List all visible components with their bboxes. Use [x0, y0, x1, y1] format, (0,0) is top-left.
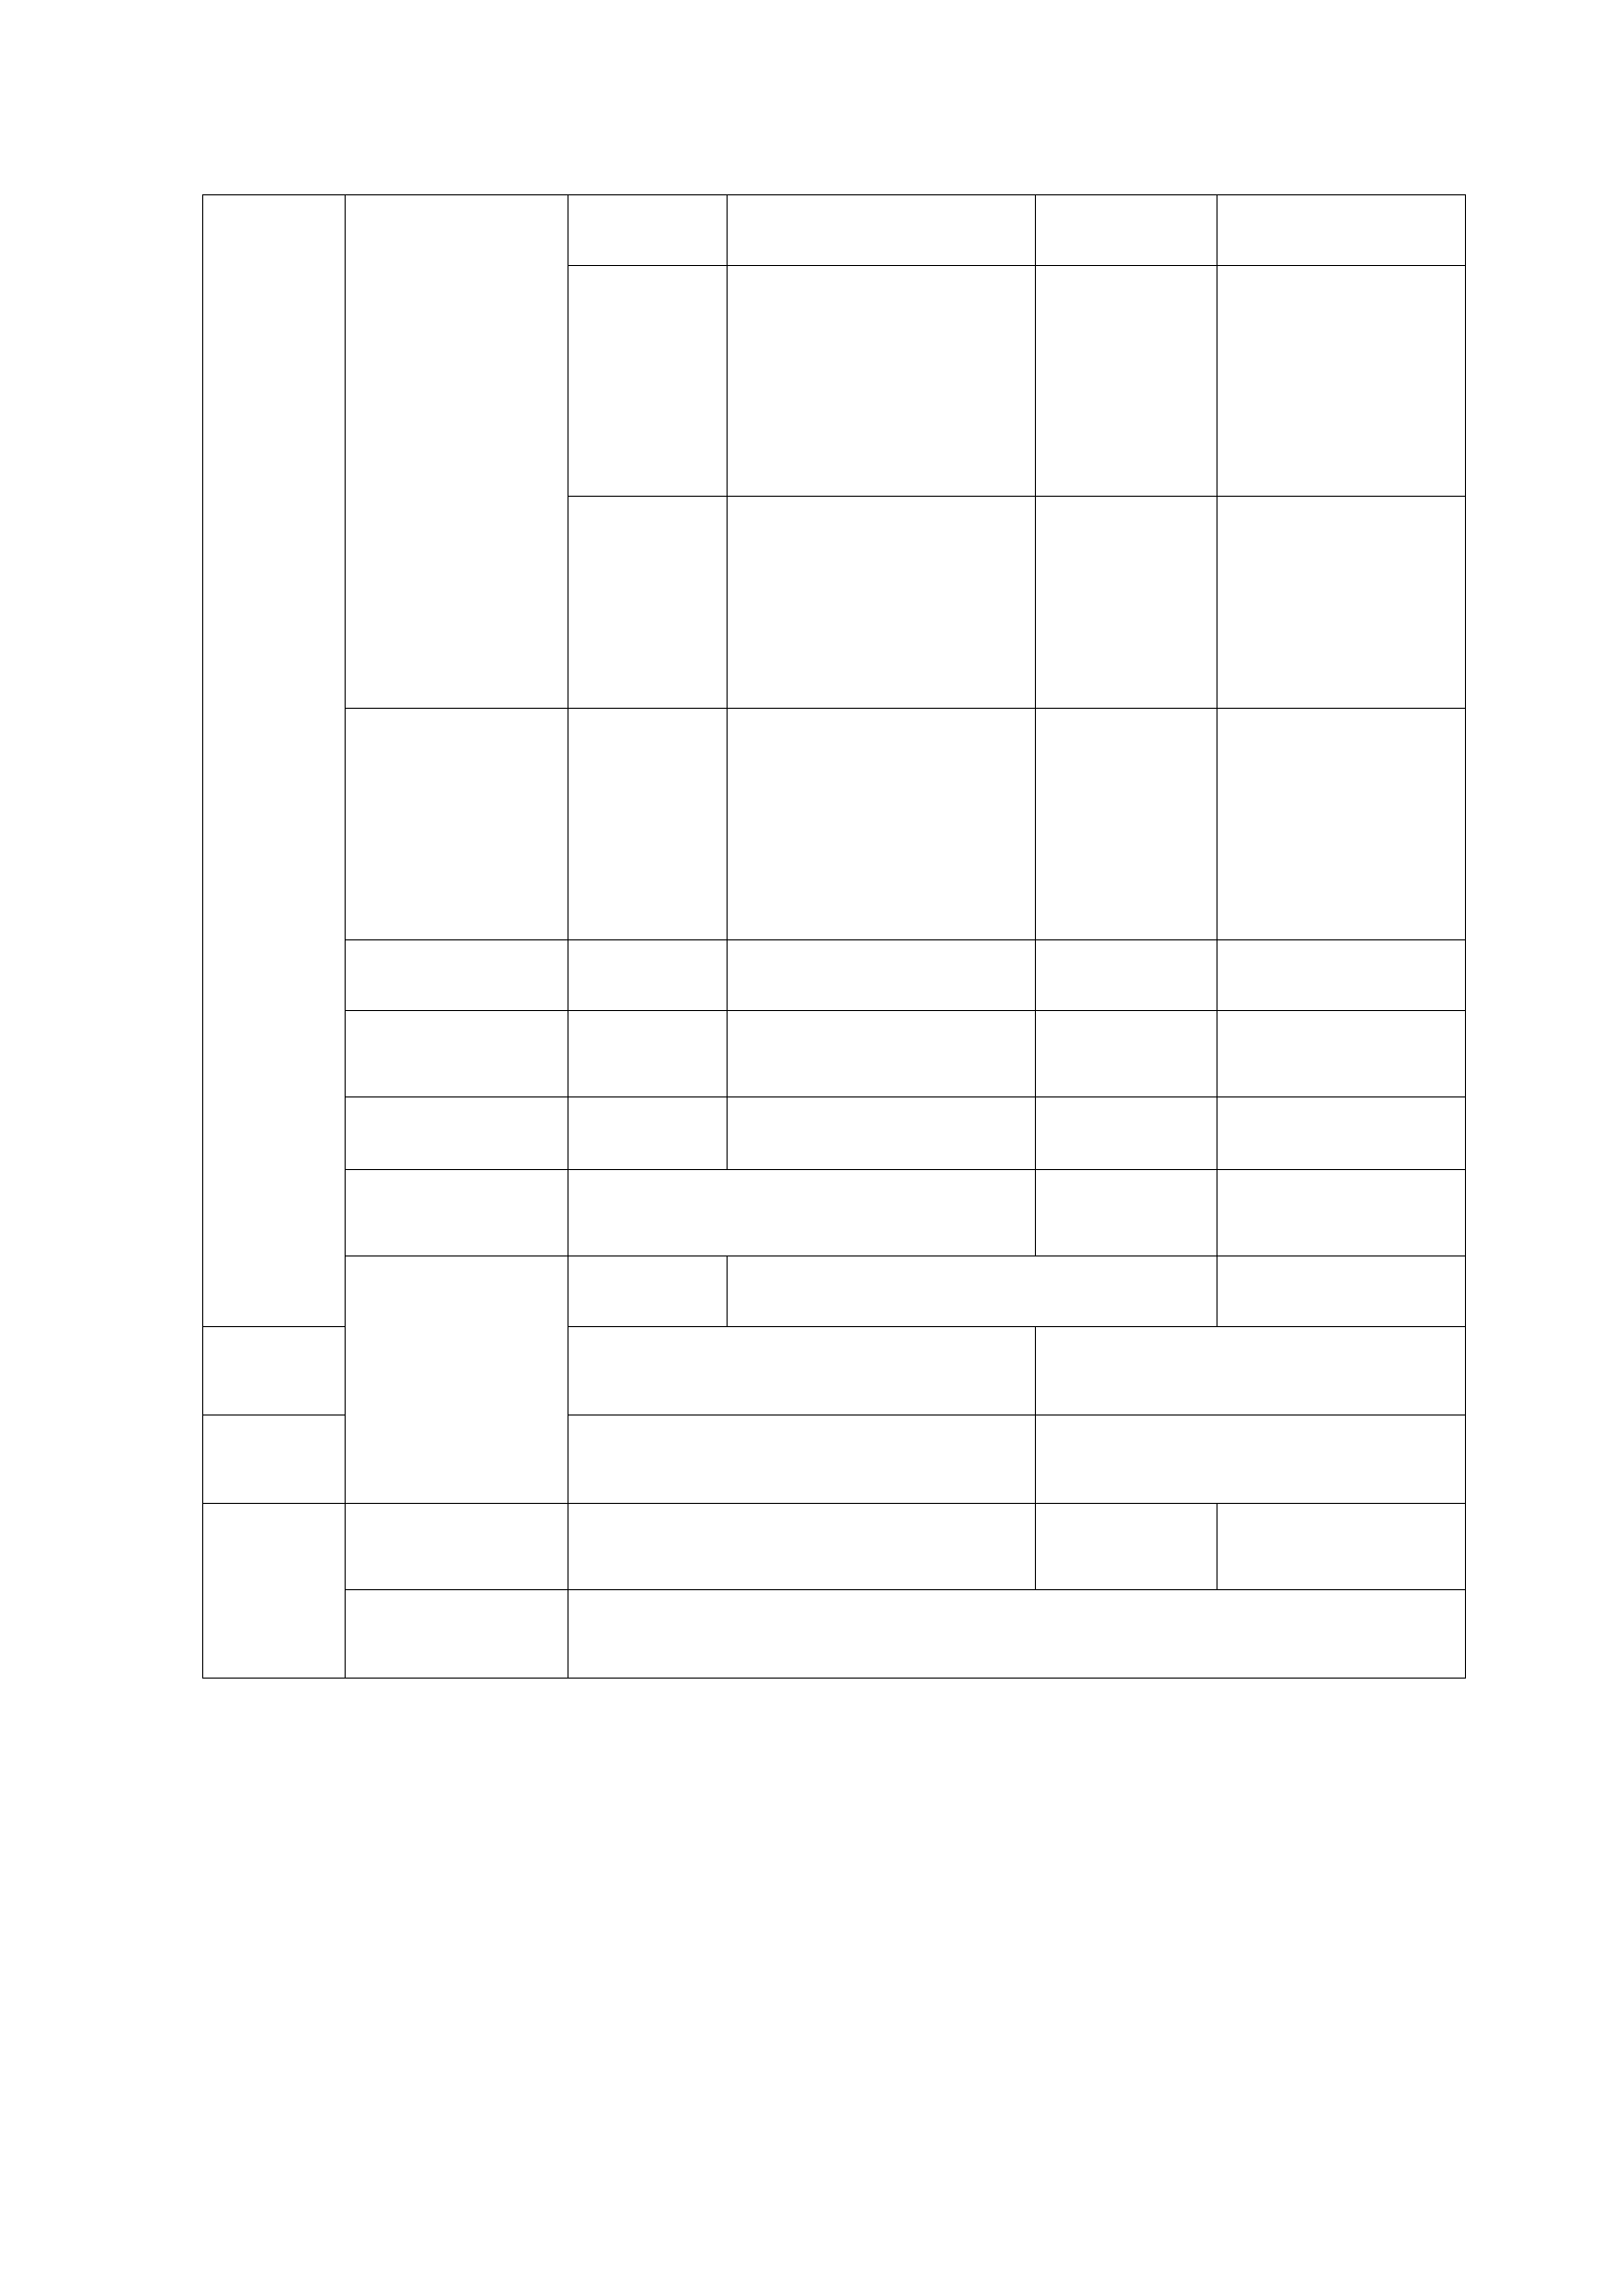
site-header-staff: [728, 1256, 1218, 1327]
role-label: [346, 940, 568, 1011]
evaluation-table: [202, 194, 1466, 1679]
compiler-row: [203, 709, 1466, 940]
member-cert: [728, 709, 1036, 940]
member-major: [1036, 497, 1218, 709]
member-name: [568, 497, 728, 709]
member-name: [568, 940, 728, 1011]
other-row: [203, 1590, 1466, 1679]
expert-value: [1218, 1170, 1466, 1256]
member-major: [1036, 940, 1218, 1011]
tech-lead-row: [203, 1097, 1466, 1170]
registered-engineer-row: [203, 1170, 1466, 1256]
member-major: [1036, 1097, 1218, 1170]
registered-value: [568, 1170, 1036, 1256]
process-control-row: [203, 1011, 1466, 1097]
member-cert: [728, 1097, 1036, 1170]
member-cert: [728, 1011, 1036, 1097]
member-major: [1036, 1011, 1218, 1097]
member-cert: [728, 497, 1036, 709]
member-major: [1036, 709, 1218, 940]
member-name: [568, 1097, 728, 1170]
group-cell-personnel: [203, 195, 346, 1327]
member-major: [1036, 195, 1218, 266]
site-staff: [568, 1415, 1036, 1504]
member-name: [568, 709, 728, 940]
member-cert: [728, 940, 1036, 1011]
member-tasks: [1218, 709, 1466, 940]
feedback-time-label: [346, 1590, 568, 1679]
contract-date-value: [568, 1504, 1036, 1590]
member-task: [1218, 1097, 1466, 1170]
site-header-task: [1218, 1256, 1466, 1327]
reviewer-row: [203, 940, 1466, 1011]
site-header-row: [203, 1256, 1466, 1327]
member-cert: [728, 195, 1036, 266]
expert-label: [1036, 1170, 1218, 1256]
member-task: [1218, 1011, 1466, 1097]
role-label: [346, 1011, 568, 1097]
submit-date-label: [1036, 1504, 1218, 1590]
site-group-label: [346, 1256, 568, 1504]
contract-date-label: [346, 1504, 568, 1590]
site-task: [1036, 1327, 1466, 1415]
site-header-time: [568, 1256, 728, 1327]
member-major: [1036, 266, 1218, 497]
member-name: [568, 266, 728, 497]
site-time: [203, 1415, 346, 1504]
member-tasks: [1218, 497, 1466, 709]
member-name: [568, 1011, 728, 1097]
site-task: [1036, 1415, 1466, 1504]
member-cert: [728, 266, 1036, 497]
member-tasks: [1218, 266, 1466, 497]
submit-date-value: [1218, 1504, 1466, 1590]
registered-label: [346, 1170, 568, 1256]
role-cell-team: [346, 195, 568, 709]
member-task: [1218, 940, 1466, 1011]
other-group-label: [203, 1504, 346, 1679]
site-time: [203, 1327, 346, 1415]
role-label: [346, 709, 568, 940]
role-label: [346, 1097, 568, 1170]
member-tasks: [1218, 195, 1466, 266]
site-staff: [568, 1327, 1036, 1415]
member-name: [568, 195, 728, 266]
other-row: [203, 1504, 1466, 1590]
team-row: [203, 195, 1466, 266]
feedback-time-value: [568, 1590, 1466, 1679]
